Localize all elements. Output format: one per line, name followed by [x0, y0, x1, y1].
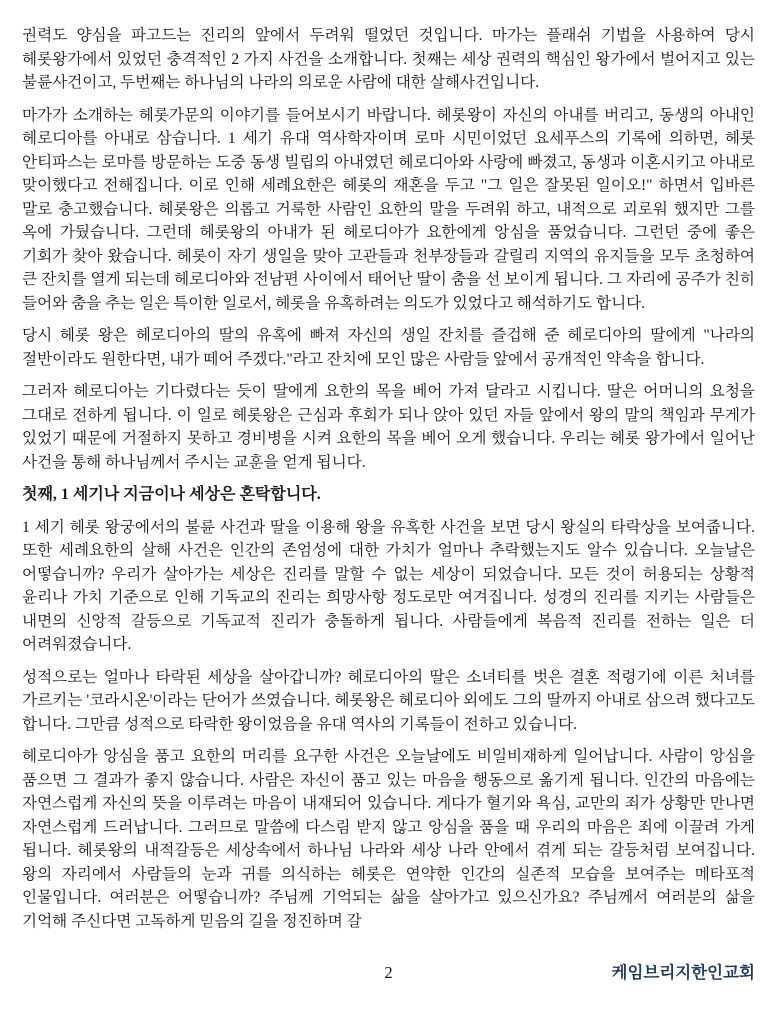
church-name: 케임브리지한인교회 — [611, 963, 755, 982]
paragraph-1: 권력도 양심을 파고드는 진리의 앞에서 두려워 떨었던 것입니다. 마가는 플래쉬 기법을 사용하여 당시 헤롯왕가에서 있었던 충격적인 2 가지 사건을 소개합니다. 첫째는 세상 권력의 핵심인 왕가에서 벌어지고 있는 불륜사건이고, 두번째는 하나님의 나라의 의로운 사람에 대한 살해사건입니다. — [22, 27, 755, 91]
paragraph-4: 그러자 헤로디아는 기다렸다는 듯이 딸에게 요한의 목을 베어 가져 달라고 시킵니다. 딸은 어머니의 요청을 그대로 전하게 됩니다. 이 일로 헤롯왕은 근심과 후회가 되나 앉아 있던 자들 앞에서 왕의 말의 책임과 무게가 있었기 때문에 거절하지 못하고 경비병을 시켜 요한의 목을 베어 오게 했습니다. 우리는 헤롯 왕가에서 일어난 사건을 통해 하나님께서 주시는 교훈을 얻게 됩니다. — [22, 383, 755, 471]
paragraph-6: 성적으로는 얼마나 타락된 세상을 살아갑니까? 헤로디아의 딸은 소녀티를 벗은 결혼 적령기에 이른 처녀를 가르키는 '코라시온'이라는 단어가 쓰였습니다. 헤롯왕은 헤로디아 외에도 그의 딸까지 아내로 삼으려 했다고도 합니다. 그만큼 성적으로 타락한 왕이었음을 유대 역사의 기록들이 전하고 있습니다. — [22, 668, 755, 733]
section-heading-first-point: 첫째, 1 세기나 지금이나 세상은 혼탁합니다. — [22, 486, 321, 503]
paragraph-5: 1 세기 헤롯 왕궁에서의 불륜 사건과 딸을 이용해 왕을 유혹한 사건을 보면 당시 왕실의 타락상을 보여줍니다. 또한 세례요한의 살해 사건은 인간의 존엄성에 대한 가치가 얼마나 추락했는지도 알수 있습니다. 오늘날은 어떻습니까? 우리가 살아가는 세상은 진리를 말할 수 없는 세상이 되었습니다. 모든 것이 허용되는 상황적 윤리나 가치 기준으로 인해 기독교의 진리는 희망사항 정도로만 여겨집니다. 성경의 진리를 지키는 사람들은 내면의 신앙적 갈등으로 기독교적 진리가 충돌하게 됩니다. 사람들에게 복음적 진리를 전하는 일은 더 어려워졌습니다. — [22, 518, 755, 653]
paragraph-2: 마가가 소개하는 헤롯가문의 이야기를 들어보시기 바랍니다. 헤롯왕이 자신의 아내를 버리고, 동생의 아내인 헤로디아를 아내로 삼습니다. 1 세기 유대 역사학자이며 로마 시민이었던 요세푸스의 기록에 의하면, 헤롯 안티파스는 로마를 방문하는 도중 동생 빌립의 아내였던 헤로디아와 사랑에 빠졌고, 동생과 이혼시키고 아내로 맞이했다고 전해집니다. 이로 인해 세례요한은 헤롯의 재혼을 두고 "그 일은 잘못된 일이오!" 하면서 입바른 말로 충고했습니다. 헤롯왕은 의롭고 거룩한 사람인 요한의 말을 두려워 하고, 내적으로 괴로워 했지만 그를 옥에 가뒀습니다. 그런데 헤롯왕의 아내가 된 헤로디아가 요한에게 앙심을 품었습니다. 그런던 중에 좋은 기회가 찾아 왔습니다. 헤롯이 자기 생일을 맞아 고관들과 천부장들과 갈릴리 지역의 유지들을 모두 초청하여 큰 잔치를 열게 되는데 헤로디아와 전남편 사이에서 태어난 딸이 춤을 선 보이게 됩니다. 그 자리에 공주가 친히 들어와 춤을 추는 일은 특이한 일로서, 헤롯을 유혹하려는 의도가 있었다고 해석하기도 합니다. — [22, 106, 755, 312]
document-body — [22, 24, 755, 954]
page-number: 2 — [384, 963, 393, 982]
paragraph-7: 헤로디아가 앙심을 품고 요한의 머리를 요구한 사건은 오늘날에도 비일비재하게 일어납니다. 사람이 앙심을 품으면 그 결과가 좋지 않습니다. 사람은 자신이 품고 있는 마음을 행동으로 옮기게 됩니다. 인간의 마음에는 자연스럽게 자신의 뜻을 이루려는 마음이 내재되어 있습니다. 게다가 혈기와 욕심, 교만의 죄가 상황만 만나면 자연스럽게 드러납니다. 그러므로 말씀에 다스림 받지 않고 앙심을 품을 때 우리의 마음은 죄에 이끌려 가게 됩니다. 헤롯왕의 내적갈등은 세상속에서 하나님 나라와 세상 나라 안에서 겪게 되는 갈등처럼 보여집니다. 왕의 자리에서 사람들의 눈과 귀를 의식하는 헤롯은 연약한 인간의 실존적 모습을 보여주는 메타포적 인물입니다. 여러분은 어떻습니까? 주님께 기억되는 삶을 살아가고 있으신가요? 주님께서 여러분의 삶을 기억해 주신다면 고독하게 믿음의 길을 정진하며 갈 — [22, 748, 755, 930]
page-footer — [22, 962, 755, 988]
paragraph-3: 당시 헤롯 왕은 헤로디아의 딸의 유혹에 빠져 자신의 생일 잔치를 즐겁해 준 헤로디아의 딸에게 "나라의 절반이라도 원한다면, 내가 떼어 주겠다."라고 잔치에 모인 많은 사람들 앞에서 공개적인 약속을 합니다. — [22, 327, 755, 368]
